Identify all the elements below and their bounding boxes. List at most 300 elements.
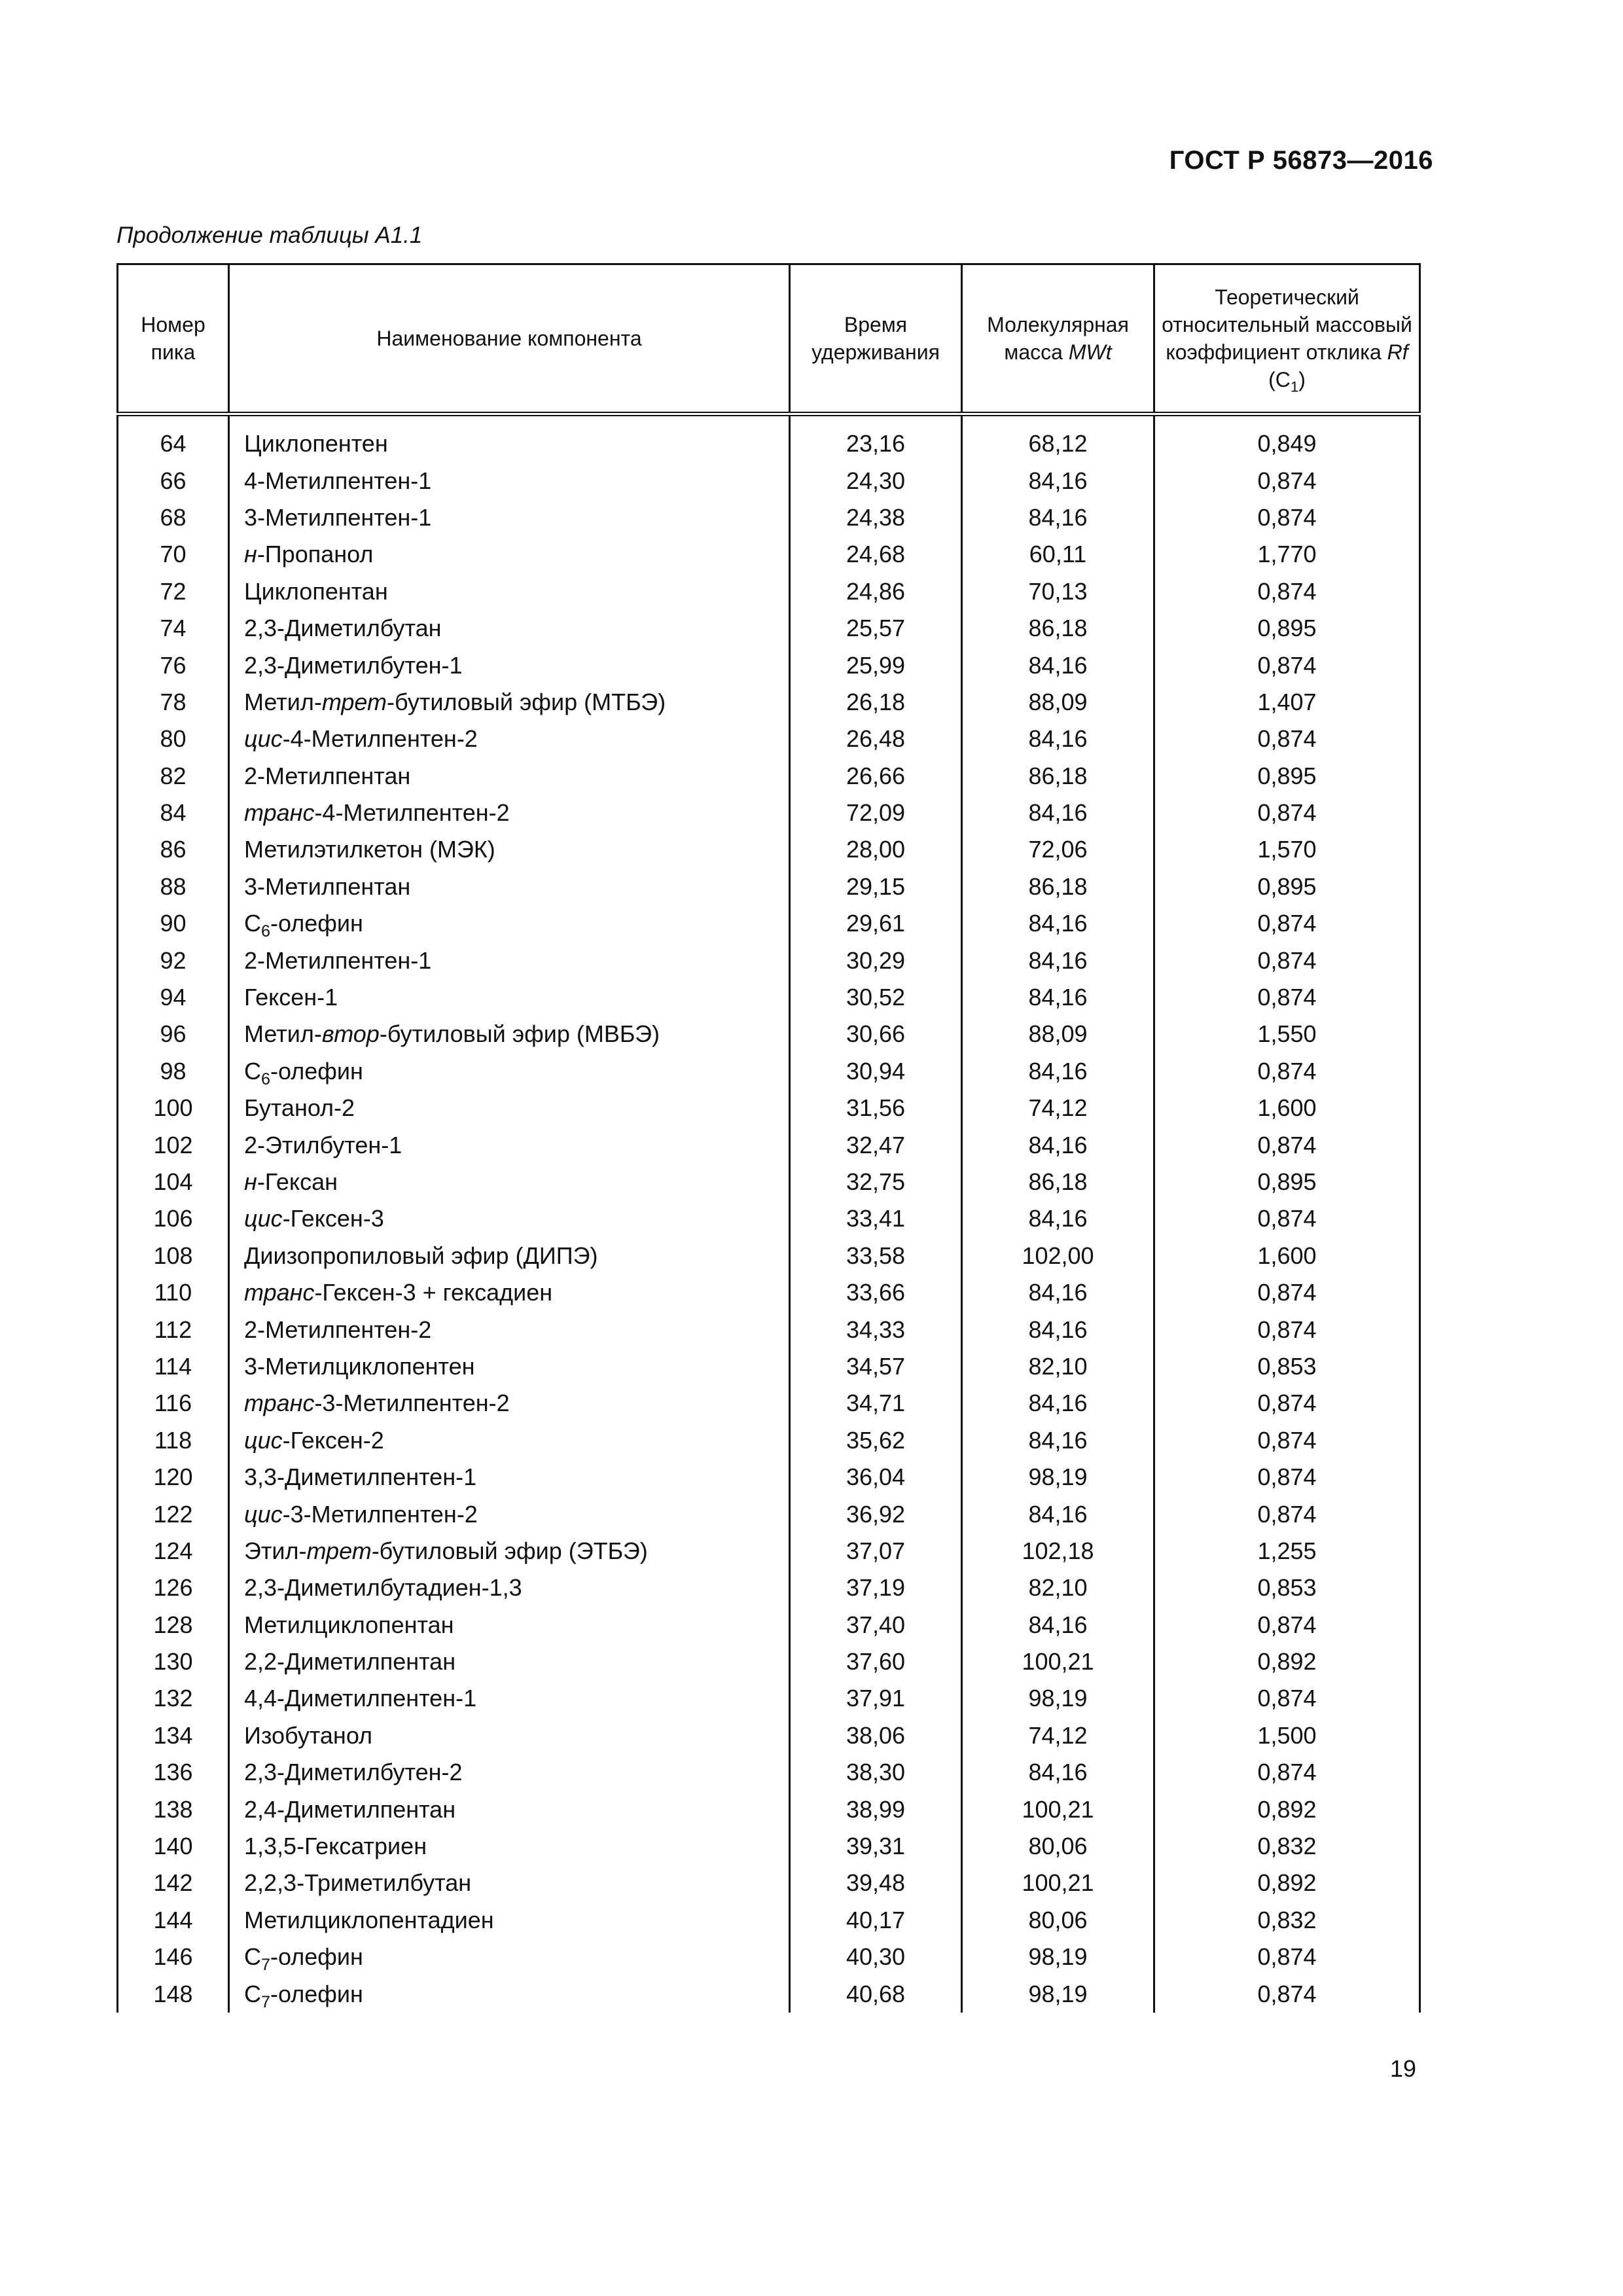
table-caption: Продолжение таблицы А1.1: [116, 223, 423, 248]
table-row: [118, 1311, 1420, 1348]
name-prefix: Метил-: [244, 688, 322, 715]
table-row: [118, 647, 1420, 683]
peak-number: 80: [118, 721, 229, 757]
molecular-mass: 84,16: [962, 499, 1154, 536]
component-name: [229, 1939, 790, 1975]
retention-time: 39,48: [790, 1865, 962, 1901]
table-row: [118, 1090, 1420, 1126]
response-coefficient: 1,550: [1154, 1016, 1420, 1052]
peak-number: 100: [118, 1090, 229, 1126]
peak-number: 90: [118, 905, 229, 942]
table-header-row: [118, 264, 1420, 414]
component-name: [229, 1865, 790, 1901]
table-row: [118, 414, 1420, 463]
header-coef-sub: 1: [1290, 378, 1299, 395]
name-suffix: -4-Метилпентен-2: [282, 725, 478, 753]
molecular-mass: 100,21: [962, 1643, 1154, 1680]
peak-number: 74: [118, 610, 229, 647]
retention-time: 37,91: [790, 1680, 962, 1717]
retention-time: 24,86: [790, 573, 962, 610]
response-coefficient: 0,892: [1154, 1643, 1420, 1680]
table-row: [118, 1791, 1420, 1827]
name-prefix: 2,4-Диметилпентан: [244, 1795, 456, 1823]
response-coefficient: 0,895: [1154, 610, 1420, 647]
retention-time: 26,48: [790, 721, 962, 757]
component-name: [229, 1570, 790, 1606]
component-name: [229, 1828, 790, 1865]
retention-time: 40,68: [790, 1975, 962, 2012]
peak-number: 136: [118, 1754, 229, 1791]
header-mass-label: Молекулярная масса: [987, 313, 1129, 364]
response-coefficient: 0,874: [1154, 1754, 1420, 1791]
component-name: [229, 1533, 790, 1570]
name-suffix: -3-Метилпентен-2: [314, 1390, 510, 1417]
retention-time: 34,33: [790, 1311, 962, 1348]
peak-number: 130: [118, 1643, 229, 1680]
component-name: [229, 1016, 790, 1052]
name-suffix: -3-Метилпентен-2: [282, 1500, 478, 1528]
response-coefficient: 0,874: [1154, 499, 1420, 536]
header-peak-number: Номер пика: [118, 264, 229, 414]
response-coefficient: 1,407: [1154, 684, 1420, 721]
molecular-mass: 88,09: [962, 684, 1154, 721]
component-name: [229, 610, 790, 647]
molecular-mass: 82,10: [962, 1348, 1154, 1385]
component-name: [229, 1348, 790, 1385]
table-row: [118, 499, 1420, 536]
name-prefix: 3-Метилпентен-1: [244, 503, 432, 531]
retention-time: 26,66: [790, 758, 962, 795]
response-coefficient: 0,874: [1154, 721, 1420, 757]
name-italic: трет: [306, 1537, 372, 1564]
component-name: [229, 1680, 790, 1717]
name-prefix: 4,4-Диметилпентен-1: [244, 1685, 477, 1712]
retention-time: 32,75: [790, 1164, 962, 1200]
name-prefix: Диизопропиловый эфир (ДИПЭ): [244, 1242, 598, 1269]
response-coefficient: 0,874: [1154, 942, 1420, 978]
component-name: [229, 979, 790, 1016]
peak-number: 78: [118, 684, 229, 721]
table-row: [118, 462, 1420, 499]
molecular-mass: 98,19: [962, 1680, 1154, 1717]
name-prefix: C: [244, 910, 261, 937]
retention-time: 25,57: [790, 610, 962, 647]
component-name: [229, 1311, 790, 1348]
table-row: [118, 1053, 1420, 1090]
table-row: [118, 1975, 1420, 2012]
table-row: [118, 942, 1420, 978]
response-coefficient: 0,874: [1154, 1939, 1420, 1975]
name-suffix: -олефин: [270, 1980, 363, 2007]
response-coefficient: 0,874: [1154, 979, 1420, 1016]
peak-number: 98: [118, 1053, 229, 1090]
retention-time: 33,41: [790, 1200, 962, 1237]
peak-number: 116: [118, 1385, 229, 1422]
response-coefficient: 0,874: [1154, 905, 1420, 942]
table-row: [118, 795, 1420, 831]
component-name: [229, 1496, 790, 1532]
response-coefficient: 0,895: [1154, 1164, 1420, 1200]
molecular-mass: 86,18: [962, 758, 1154, 795]
name-prefix: 2,2-Диметилпентан: [244, 1648, 456, 1676]
response-coefficient: 0,853: [1154, 1348, 1420, 1385]
molecular-mass: 72,06: [962, 831, 1154, 868]
header-component-name: Наименование компонента: [229, 264, 790, 414]
table-row: [118, 1385, 1420, 1422]
table-row: [118, 536, 1420, 573]
peak-number: 132: [118, 1680, 229, 1717]
peak-number: 104: [118, 1164, 229, 1200]
name-italic: цис: [244, 1500, 283, 1528]
response-coefficient: 1,500: [1154, 1717, 1420, 1754]
retention-time: 32,47: [790, 1126, 962, 1163]
component-name: [229, 1053, 790, 1090]
component-name: [229, 1090, 790, 1126]
name-italic: транс: [244, 1279, 315, 1306]
name-italic: цис: [244, 1205, 283, 1232]
retention-time: 31,56: [790, 1090, 962, 1126]
component-name: [229, 1643, 790, 1680]
name-prefix: 3-Метилциклопентен: [244, 1352, 475, 1380]
table-row: [118, 1533, 1420, 1570]
header-mass-symbol: MWt: [1068, 340, 1112, 364]
retention-time: 36,92: [790, 1496, 962, 1532]
retention-time: 37,40: [790, 1607, 962, 1643]
molecular-mass: 84,16: [962, 1053, 1154, 1090]
peak-number: 64: [118, 414, 229, 463]
name-prefix: C: [244, 1057, 261, 1085]
table-row: [118, 1496, 1420, 1532]
component-name: [229, 536, 790, 573]
component-name: [229, 1126, 790, 1163]
molecular-mass: 84,16: [962, 1200, 1154, 1237]
peak-number: 72: [118, 573, 229, 610]
name-suffix: -олефин: [270, 1943, 363, 1971]
retention-time: 29,15: [790, 869, 962, 905]
molecular-mass: 84,16: [962, 905, 1154, 942]
molecular-mass: 74,12: [962, 1717, 1154, 1754]
components-table: [116, 263, 1421, 2013]
response-coefficient: 1,770: [1154, 536, 1420, 573]
name-prefix: 3-Метилпентан: [244, 872, 411, 900]
retention-time: 72,09: [790, 795, 962, 831]
retention-time: 37,60: [790, 1643, 962, 1680]
response-coefficient: 0,853: [1154, 1570, 1420, 1606]
retention-time: 29,61: [790, 905, 962, 942]
name-prefix: 2-Метилпентен-1: [244, 946, 432, 974]
name-prefix: Метилэтилкетон (МЭК): [244, 836, 495, 863]
response-coefficient: 0,874: [1154, 1496, 1420, 1532]
table-body: [118, 414, 1420, 2013]
name-italic: транс: [244, 1390, 315, 1417]
table-row: [118, 1607, 1420, 1643]
retention-time: 30,52: [790, 979, 962, 1016]
name-prefix: Метил-: [244, 1020, 322, 1048]
response-coefficient: 0,895: [1154, 758, 1420, 795]
retention-time: 34,57: [790, 1348, 962, 1385]
name-italic: цис: [244, 1426, 283, 1454]
retention-time: 26,18: [790, 684, 962, 721]
component-name: [229, 1274, 790, 1311]
table-row: [118, 721, 1420, 757]
response-coefficient: 0,832: [1154, 1828, 1420, 1865]
retention-time: 37,07: [790, 1533, 962, 1570]
peak-number: 146: [118, 1939, 229, 1975]
name-suffix: -олефин: [270, 910, 363, 937]
component-name: [229, 758, 790, 795]
molecular-mass: 70,13: [962, 573, 1154, 610]
response-coefficient: 1,600: [1154, 1238, 1420, 1274]
molecular-mass: 68,12: [962, 414, 1154, 463]
component-name: [229, 942, 790, 978]
name-prefix: Метилциклопентадиен: [244, 1906, 494, 1933]
name-prefix: 2,3-Диметилбутадиен-1,3: [244, 1574, 522, 1602]
response-coefficient: 0,874: [1154, 1274, 1420, 1311]
peak-number: 128: [118, 1607, 229, 1643]
response-coefficient: 0,874: [1154, 1607, 1420, 1643]
retention-time: 30,29: [790, 942, 962, 978]
table-row: [118, 1939, 1420, 1975]
molecular-mass: 98,19: [962, 1939, 1154, 1975]
peak-number: 108: [118, 1238, 229, 1274]
name-prefix: 3,3-Диметилпентен-1: [244, 1463, 477, 1491]
table-row: [118, 1902, 1420, 1939]
response-coefficient: 0,892: [1154, 1791, 1420, 1827]
peak-number: 144: [118, 1902, 229, 1939]
response-coefficient: 0,874: [1154, 1975, 1420, 2012]
molecular-mass: 100,21: [962, 1865, 1154, 1901]
response-coefficient: 0,874: [1154, 1680, 1420, 1717]
component-name: [229, 1902, 790, 1939]
molecular-mass: 84,16: [962, 1385, 1154, 1422]
header-coef-symbol: Rf: [1387, 340, 1408, 364]
molecular-mass: 86,18: [962, 1164, 1154, 1200]
retention-time: 35,62: [790, 1422, 962, 1459]
name-prefix: Бутанол-2: [244, 1094, 355, 1122]
peak-number: 110: [118, 1274, 229, 1311]
name-prefix: Этил-: [244, 1537, 307, 1564]
molecular-mass: 84,16: [962, 979, 1154, 1016]
table-row: [118, 1126, 1420, 1163]
name-prefix: C: [244, 1980, 261, 2007]
peak-number: 120: [118, 1459, 229, 1496]
name-italic: цис: [244, 725, 283, 753]
molecular-mass: 98,19: [962, 1975, 1154, 2012]
table-row: [118, 905, 1420, 942]
name-prefix: 2,3-Диметилбутен-1: [244, 651, 463, 679]
component-name: [229, 1975, 790, 2012]
molecular-mass: 84,16: [962, 1274, 1154, 1311]
retention-time: 38,30: [790, 1754, 962, 1791]
table-row: [118, 1016, 1420, 1052]
name-prefix: C: [244, 1943, 261, 1971]
response-coefficient: 0,874: [1154, 647, 1420, 683]
peak-number: 138: [118, 1791, 229, 1827]
retention-time: 30,66: [790, 1016, 962, 1052]
molecular-mass: 80,06: [962, 1902, 1154, 1939]
molecular-mass: 88,09: [962, 1016, 1154, 1052]
component-name: [229, 414, 790, 463]
name-italic: н: [244, 1168, 257, 1195]
peak-number: 122: [118, 1496, 229, 1532]
peak-number: 82: [118, 758, 229, 795]
molecular-mass: 84,16: [962, 1422, 1154, 1459]
molecular-mass: 84,16: [962, 1607, 1154, 1643]
component-name: [229, 905, 790, 942]
peak-number: 102: [118, 1126, 229, 1163]
name-suffix: -Гексен-3: [282, 1205, 384, 1232]
peak-number: 92: [118, 942, 229, 978]
peak-number: 96: [118, 1016, 229, 1052]
table-row: [118, 869, 1420, 905]
component-name: [229, 1385, 790, 1422]
molecular-mass: 102,18: [962, 1533, 1154, 1570]
molecular-mass: 84,16: [962, 1126, 1154, 1163]
name-prefix: 2,3-Диметилбутен-2: [244, 1759, 463, 1786]
component-name: [229, 1717, 790, 1754]
table-row: [118, 1238, 1420, 1274]
response-coefficient: 0,874: [1154, 1200, 1420, 1237]
name-italic: втор: [321, 1020, 380, 1048]
name-prefix: 4-Метилпентен-1: [244, 467, 432, 494]
peak-number: 70: [118, 536, 229, 573]
molecular-mass: 60,11: [962, 536, 1154, 573]
component-name: [229, 1422, 790, 1459]
response-coefficient: 0,874: [1154, 462, 1420, 499]
table-row: [118, 1164, 1420, 1200]
retention-time: 38,99: [790, 1791, 962, 1827]
retention-time: 28,00: [790, 831, 962, 868]
name-italic: транс: [244, 799, 315, 827]
molecular-mass: 100,21: [962, 1791, 1154, 1827]
component-name: [229, 795, 790, 831]
peak-number: 148: [118, 1975, 229, 2012]
name-subscript: 6: [261, 922, 271, 941]
peak-number: 66: [118, 462, 229, 499]
molecular-mass: 84,16: [962, 462, 1154, 499]
name-suffix: -олефин: [270, 1057, 363, 1085]
response-coefficient: 1,570: [1154, 831, 1420, 868]
header-coef-c: (C: [1268, 368, 1291, 391]
name-suffix: -бутиловый эфир (МВБЭ): [379, 1020, 660, 1048]
component-name: [229, 462, 790, 499]
table-row: [118, 979, 1420, 1016]
retention-time: 30,94: [790, 1053, 962, 1090]
peak-number: 68: [118, 499, 229, 536]
table-row: [118, 610, 1420, 647]
component-name: [229, 831, 790, 868]
name-prefix: Изобутанол: [244, 1721, 373, 1749]
response-coefficient: 0,892: [1154, 1865, 1420, 1901]
table-row: [118, 1200, 1420, 1237]
name-suffix: -4-Метилпентен-2: [314, 799, 510, 827]
peak-number: 134: [118, 1717, 229, 1754]
name-prefix: 2-Метилпентен-2: [244, 1316, 432, 1343]
name-subscript: 7: [261, 1992, 271, 2011]
peak-number: 140: [118, 1828, 229, 1865]
retention-time: 36,04: [790, 1459, 962, 1496]
name-subscript: 6: [261, 1070, 271, 1089]
table-row: [118, 684, 1420, 721]
table-row: [118, 1570, 1420, 1606]
peak-number: 124: [118, 1533, 229, 1570]
peak-number: 126: [118, 1570, 229, 1606]
component-name: [229, 647, 790, 683]
table-row: [118, 1274, 1420, 1311]
name-prefix: Гексен-1: [244, 984, 338, 1011]
response-coefficient: 0,874: [1154, 1422, 1420, 1459]
response-coefficient: 0,874: [1154, 1385, 1420, 1422]
header-coef-end: ): [1298, 368, 1306, 391]
name-suffix: -бутиловый эфир (ЭТБЭ): [371, 1537, 648, 1564]
response-coefficient: 0,874: [1154, 795, 1420, 831]
peak-number: 118: [118, 1422, 229, 1459]
response-coefficient: 1,600: [1154, 1090, 1420, 1126]
molecular-mass: 86,18: [962, 610, 1154, 647]
molecular-mass: 98,19: [962, 1459, 1154, 1496]
table-row: [118, 1828, 1420, 1865]
table-row: [118, 573, 1420, 610]
name-prefix: 2,3-Диметилбутан: [244, 615, 442, 642]
molecular-mass: 84,16: [962, 795, 1154, 831]
response-coefficient: 0,874: [1154, 1053, 1420, 1090]
retention-time: 25,99: [790, 647, 962, 683]
component-name: [229, 499, 790, 536]
component-name: [229, 1459, 790, 1496]
name-subscript: 7: [261, 1956, 271, 1975]
molecular-mass: 84,16: [962, 721, 1154, 757]
retention-time: 23,16: [790, 414, 962, 463]
peak-number: 112: [118, 1311, 229, 1348]
name-italic: трет: [321, 688, 387, 715]
molecular-mass: 84,16: [962, 942, 1154, 978]
retention-time: 37,19: [790, 1570, 962, 1606]
name-prefix: Циклопентен: [244, 430, 388, 457]
component-name: [229, 1791, 790, 1827]
molecular-mass: 84,16: [962, 1496, 1154, 1532]
component-name: [229, 1164, 790, 1200]
peak-number: 142: [118, 1865, 229, 1901]
name-suffix: -Гексан: [257, 1168, 338, 1195]
component-name: [229, 869, 790, 905]
name-suffix: -Гексен-2: [282, 1426, 384, 1454]
peak-number: 76: [118, 647, 229, 683]
response-coefficient: 0,832: [1154, 1902, 1420, 1939]
retention-time: 33,66: [790, 1274, 962, 1311]
document-id: ГОСТ Р 56873—2016: [1169, 146, 1433, 175]
molecular-mass: 80,06: [962, 1828, 1154, 1865]
table-row: [118, 831, 1420, 868]
page-number: 19: [1389, 2055, 1416, 2082]
response-coefficient: 0,895: [1154, 869, 1420, 905]
name-suffix: -Гексен-3 + гексадиен: [314, 1279, 553, 1306]
table-row: [118, 1459, 1420, 1496]
retention-time: 24,38: [790, 499, 962, 536]
peak-number: 86: [118, 831, 229, 868]
retention-time: 40,17: [790, 1902, 962, 1939]
name-prefix: 2-Метилпентан: [244, 762, 411, 789]
retention-time: 34,71: [790, 1385, 962, 1422]
peak-number: 84: [118, 795, 229, 831]
name-suffix: -бутиловый эфир (МТБЭ): [387, 688, 666, 715]
table-row: [118, 1865, 1420, 1901]
header-response-coefficient: [1154, 264, 1420, 414]
header-coef-label: Теоретический относительный массовый коэффициент отклика: [1162, 285, 1412, 364]
response-coefficient: 0,874: [1154, 1311, 1420, 1348]
component-name: [229, 721, 790, 757]
response-coefficient: 0,849: [1154, 414, 1420, 463]
name-prefix: 1,3,5-Гексатриен: [244, 1833, 427, 1860]
